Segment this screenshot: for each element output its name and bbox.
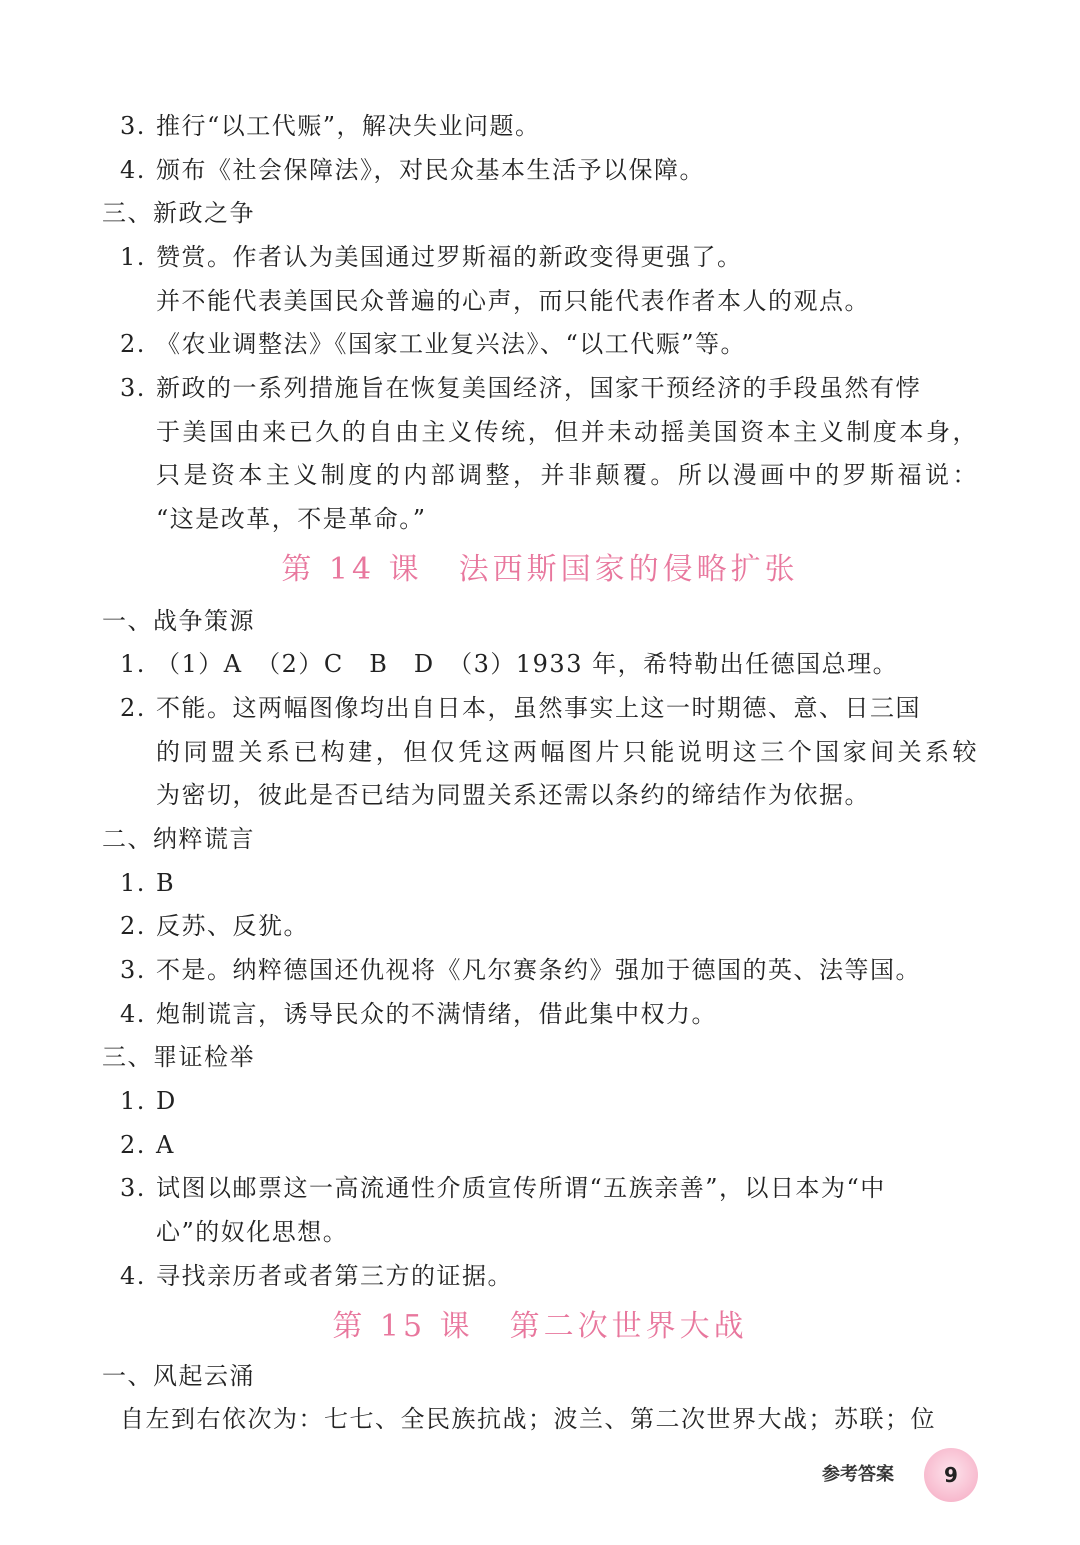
lesson-heading-14 [0,545,1080,595]
list-item-continuation: 并不能代表美国民众普遍的心声，而只能代表作者本人的观点。 [156,287,870,315]
section-heading: 一、战争策源 [102,607,255,635]
lesson-heading-15 [0,1302,1080,1352]
list-item-continuation: 为密切，彼此是否已结为同盟关系还需以条约的缔结作为依据。 [156,781,870,809]
list-item: 2. A [120,1131,175,1159]
list-item-continuation: 于美国由来已久的自由主义传统，但并未动摇美国资本主义制度本身， [156,418,978,446]
lesson-number: 第 15 课 [332,1309,474,1344]
page-number: 9 [944,1463,958,1487]
list-item: 3. 试图以邮票这一高流通性介质宣传所谓“五族亲善”，以日本为“中 [120,1174,886,1202]
list-item-continuation: 的同盟关系已构建，但仅凭这两幅图片只能说明这三个国家间关系较 [156,738,978,766]
section-heading: 三、新政之争 [102,199,255,227]
list-item-continuation: “这是改革，不是革命。” [156,505,427,533]
list-item: 1. D [120,1087,177,1115]
list-item: 1. B [120,869,176,897]
list-item: 3. 不是。纳粹德国还仇视将《凡尔赛条约》强加于德国的英、法等国。 [120,956,921,984]
list-item-continuation: 只是资本主义制度的内部调整，并非颠覆。所以漫画中的罗斯福说： [156,461,978,489]
footer-label: 参考答案 [822,1464,894,1485]
section-heading: 一、风起云涌 [102,1362,255,1390]
list-item-continuation: 心”的奴化思想。 [156,1218,349,1246]
lesson-title: 第二次世界大战 [509,1309,748,1344]
list-item: 3. 新政的一系列措施旨在恢复美国经济，国家干预经济的手段虽然有悖 [120,374,921,402]
list-item: 4. 炮制谎言，诱导民众的不满情绪，借此集中权力。 [120,1000,717,1028]
list-item: 1. 赞赏。作者认为美国通过罗斯福的新政变得更强了。 [120,243,743,271]
list-item: 2. 不能。这两幅图像均出自日本，虽然事实上这一时期德、意、日三国 [120,694,921,722]
list-item: 4. 寻找亲历者或者第三方的证据。 [120,1262,513,1290]
lesson-number: 第 14 课 [281,552,423,587]
section-heading: 二、纳粹谎言 [102,825,255,853]
list-item: 2. 《农业调整法》《国家工业复兴法》、“以工代赈”等。 [120,330,747,358]
section-heading: 三、罪证检举 [102,1043,255,1071]
paragraph: 自左到右依次为：七七、全民族抗战；波兰、第二次世界大战；苏联；位 [120,1405,936,1433]
list-item: 1. （1）A （2）C B D （3）1933 年，希特勒出任德国总理。 [120,650,899,678]
lesson-title: 法西斯国家的侵略扩张 [458,552,799,587]
list-item: 3. 推行“以工代赈”，解决失业问题。 [120,112,541,140]
page-number-badge [924,1448,978,1502]
list-item: 4. 颁布《社会保障法》，对民众基本生活予以保障。 [120,156,705,184]
list-item: 2. 反苏、反犹。 [120,912,309,940]
